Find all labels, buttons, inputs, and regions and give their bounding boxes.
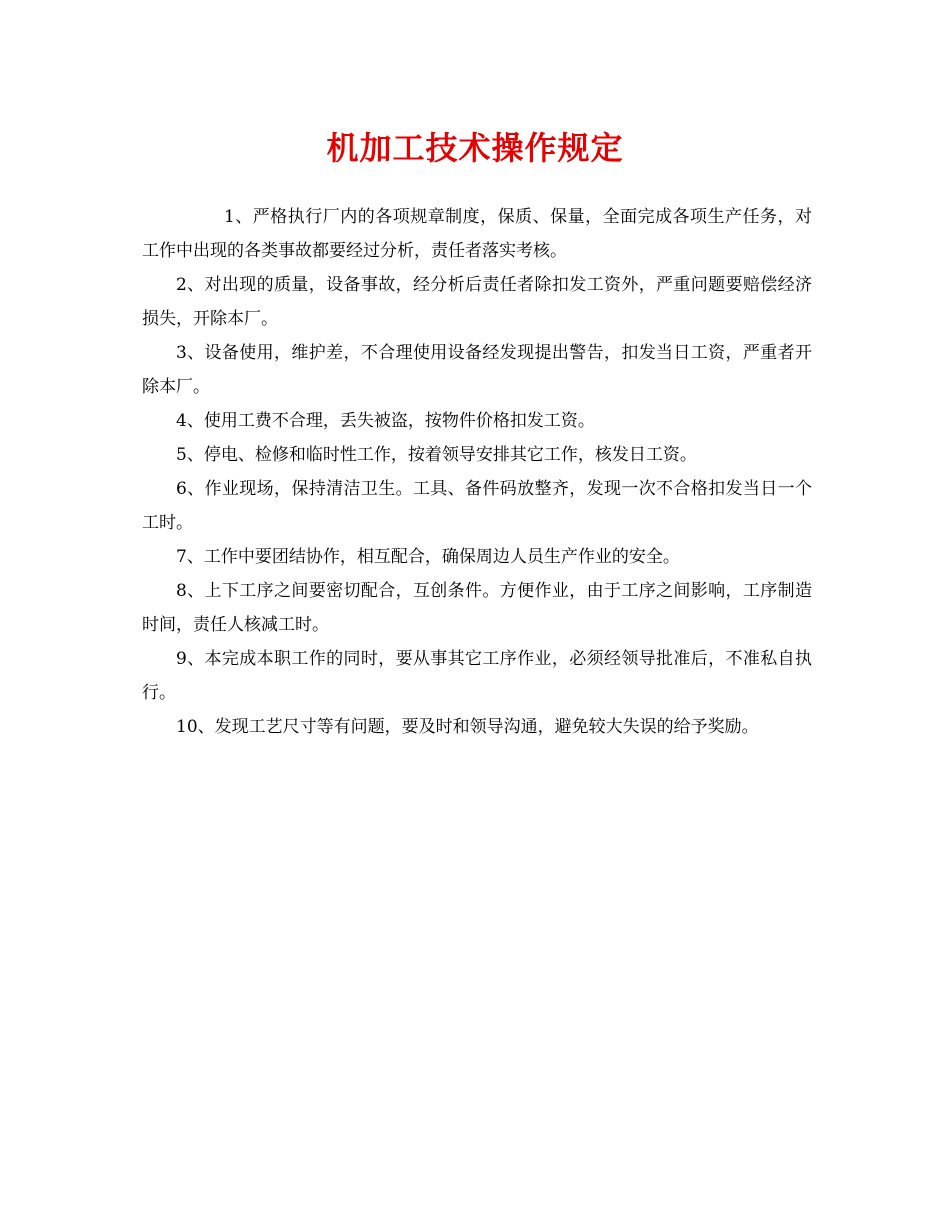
- document-body: [142, 200, 812, 744]
- rule-paragraph-7: 7、工作中要团结协作，相互配合，确保周边人员生产作业的安全。: [176, 547, 680, 567]
- rule-paragraph-3: 3、设备使用，维护差，不合理使用设备经发现提出警告，扣发当日工资，严重者开除本厂。: [142, 343, 812, 397]
- rule-paragraph-10: 10、发现工艺尺寸等有问题，要及时和领导沟通，避免较大失误的给予奖励。: [176, 717, 759, 737]
- rule-paragraph-9: 9、本完成本职工作的同时，要从事其它工序作业，必须经领导批准后，不准私自执行。: [142, 649, 812, 703]
- rule-paragraph-1: 1、严格执行厂内的各项规章制度，保质、保量，全面完成各项生产任务，对工作中出现的各类事故都要经过分析，责任者落实考核。: [142, 207, 812, 261]
- rule-paragraph-8: 8、上下工序之间要密切配合，互创条件。方便作业，由于工序之间影响，工序制造时间，责任人核减工时。: [142, 581, 812, 635]
- rule-paragraph-6: 6、作业现场，保持清洁卫生。工具、备件码放整齐，发现一次不合格扣发当日一个工时。: [142, 479, 812, 533]
- document-title: 机加工技术操作规定: [326, 129, 624, 167]
- rule-paragraph-5: 5、停电、检修和临时性工作，按着领导安排其它工作，核发日工资。: [176, 445, 697, 465]
- rule-paragraph-2: 2、对出现的质量，设备事故，经分析后责任者除扣发工资外，严重问题要赔偿经济损失，开除本厂。: [142, 275, 812, 329]
- rule-paragraph-4: 4、使用工费不合理，丢失被盗，按物件价格扣发工资。: [176, 411, 595, 431]
